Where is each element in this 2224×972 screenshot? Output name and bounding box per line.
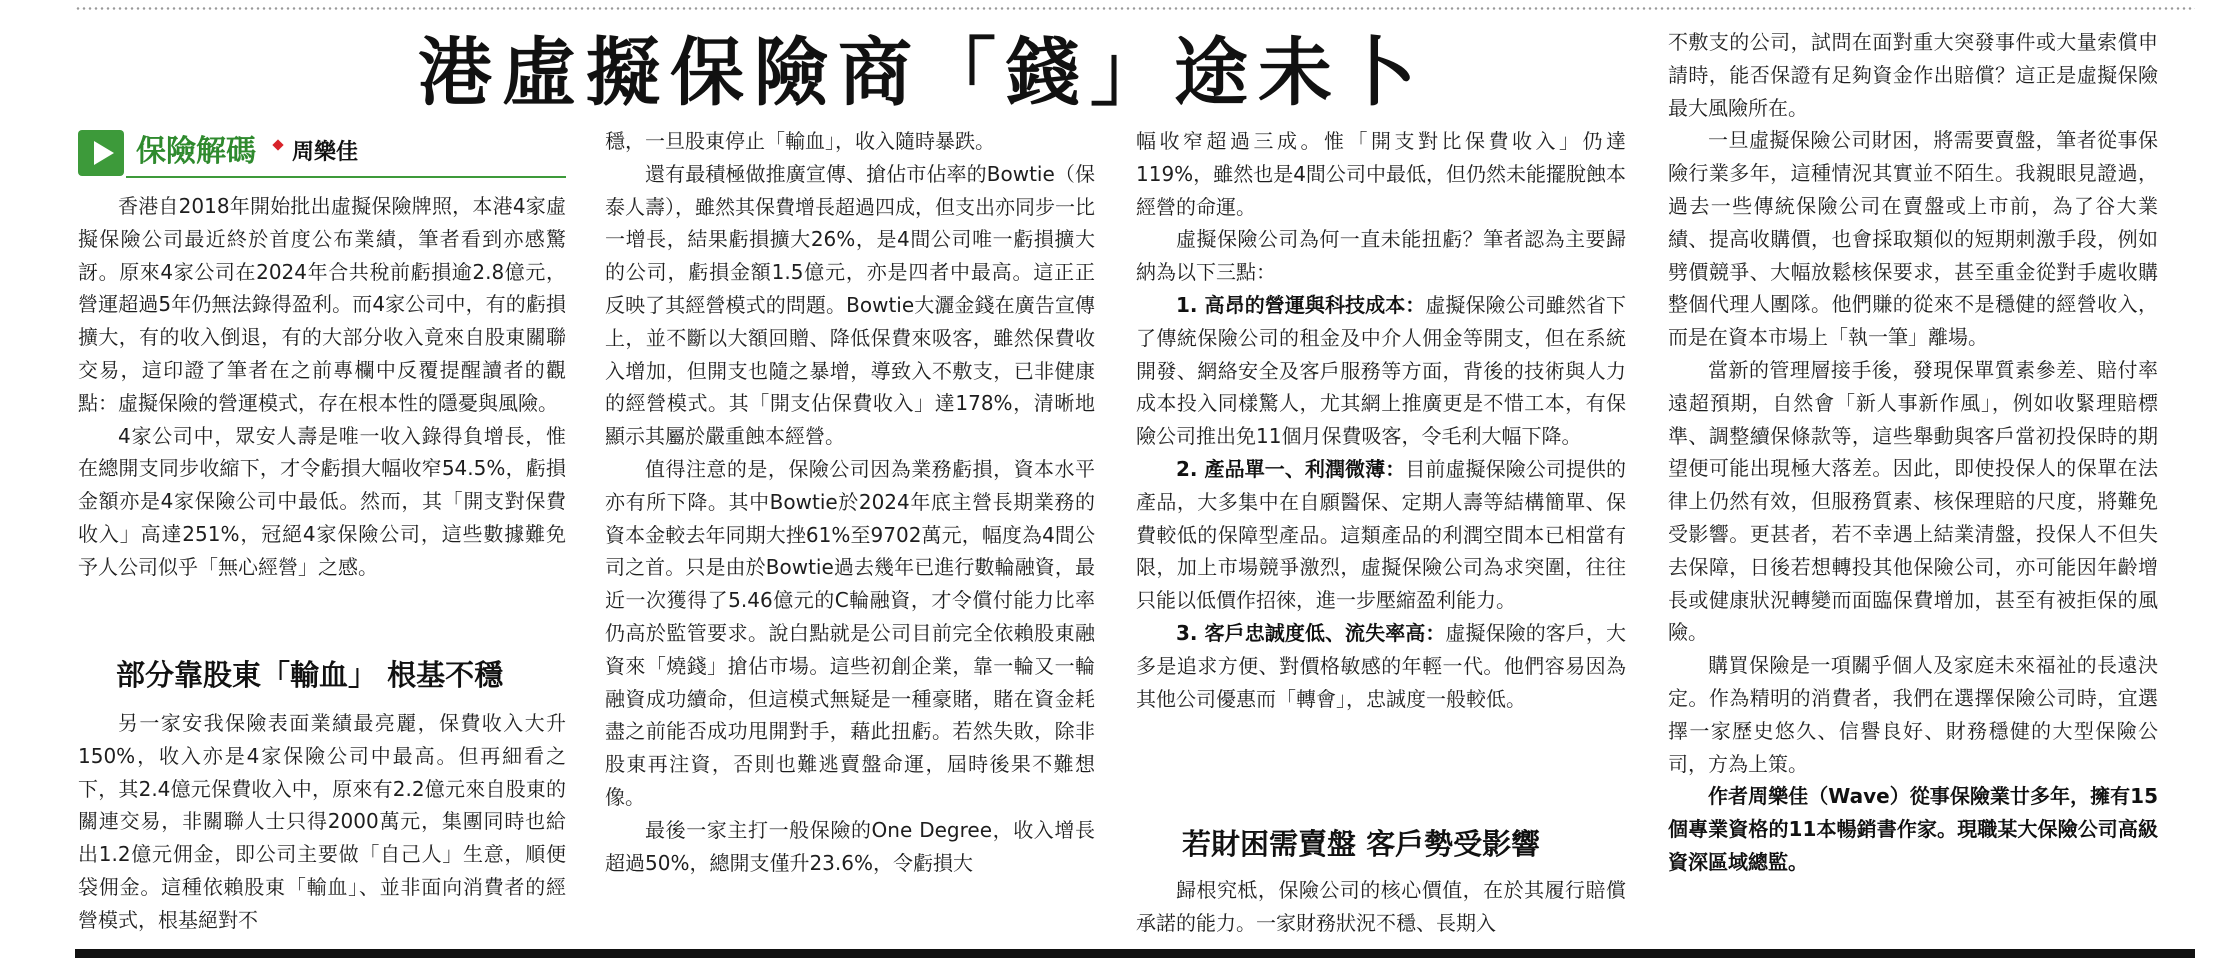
play-icon [78, 130, 124, 176]
list-item [1136, 617, 1626, 715]
paragraph: 另一家安我保險表面業績最亮麗，保費收入大升150%，收入亦是4家保險公司中最高。但再細看之下，其2.4億元保費收入中，原來有2.2億元來自股東的關連交易，非關聯人士只得2000萬元，集團同時也給出1.2億元佣金，即公司主要做「自己人」生意，順便袋佣金。這種依賴股東「輸血」、並非面向消費者的經營模式，根基絕對不 [78, 711, 566, 932]
list-item-body: 目前虛擬保險公司提供的產品，大多集中在自願醫保、定期人壽等結構簡單、保費較低的保障型產品。這類產品的利潤空間本已相當有限，加上市場競爭激烈，虛擬保險公司為求突圍，往往只能以低價作招徠，進一步壓縮盈利能力。 [1136, 456, 1627, 613]
paragraph: 虛擬保險公司為何一直未能扭虧？筆者認為主要歸納為以下三點： [1136, 227, 1626, 285]
list-item-title: 2. 產品單一、利潤微薄： [1176, 456, 1406, 481]
article-column-3 [1136, 125, 1626, 715]
paragraph: 香港自2018年開始批出虛擬保險牌照，本港4家虛擬保險公司最近終於首度公布業績，筆者看到亦感驚訝。原來4家公司在2024年合共稅前虧損逾2.8億元，營運超過5年仍無法錄得盈利。而4家公司中，有的虧損擴大，有的收入倒退，有的大部分收入竟來自股東關聯交易，這印證了筆者在之前專欄中反覆提醒讀者的觀點：虛擬保險的營運模式，存在根本性的隱憂與風險。 [78, 194, 566, 415]
paragraph: 當新的管理層接手後，發現保單質素參差、賠付率遠超預期，自然會「新人事新作風」，例如收緊理賠標準、調整續保條款等，這些舉動與客戶當初投保時的期望便可能出現極大落差。因此，即使投保人的保單在法律上仍然有效，但服務質素、核保理賠的尺度，將難免受影響。更甚者，若不幸遇上結業清盤，投保人不但失去保障，日後若想轉投其他保險公司，亦可能因年齡增長或健康狀況轉變而面臨保費增加，甚至有被拒保的風險。 [1668, 357, 2158, 645]
article-column-4 [1668, 26, 2158, 879]
column-header-underline [126, 176, 566, 178]
paragraph: 一旦虛擬保險公司財困，將需要賣盤，筆者從事保險行業多年，這種情況其實並不陌生。我親眼見證過，過去一些傳統保險公司在賣盤或上市前，為了谷大業績、提高收購價，也會採取類似的短期刺激手段，例如劈價競爭、大幅放鬆核保要求，甚至重金從對手處收購整個代理人團隊。他們賺的從來不是穩健的經營收入，而是在資本市場上「執一筆」離場。 [1668, 128, 2158, 350]
paragraph: 幅收窄超過三成。惟「開支對比保費收入」仍達119%，雖然也是4間公司中最低，但仍然未能擺脫蝕本經營的命運。 [1136, 129, 1626, 219]
article-column-1-lower [78, 707, 566, 937]
column-name: 保險解碼 [136, 134, 256, 169]
subheading-1: 部分靠股東「輸血」 根基不穩 [116, 658, 504, 692]
bottom-rule [75, 949, 2195, 958]
paragraph: 不敷支的公司，試問在面對重大突發事件或大量索償申請時，能否保證有足夠資金作出賠償？這正是虛擬保險最大風險所在。 [1668, 30, 2158, 120]
article-column-2 [605, 125, 1095, 879]
paragraph: 購買保險是一項關乎個人及家庭未來福祉的長遠決定。作為精明的消費者，我們在選擇保險公司時，宜選擇一家歷史悠久、信譽良好、財務穩健的大型保險公司，方為上策。 [1668, 653, 2158, 776]
paragraph: 穩，一旦股東停止「輸血」，收入隨時暴跌。 [605, 129, 995, 153]
column-author: 周樂佳 [292, 140, 359, 165]
paragraph: 還有最積極做推廣宣傳、搶佔市佔率的Bowtie（保泰人壽），雖然其保費增長超過四成，但支出亦同步一比一增長，結果虧損擴大26%，是4間公司唯一虧損擴大的公司，虧損金額1.5億元，亦是四者中最高。這正正反映了其經營模式的問題。Bowtie大灑金錢在廣告宣傳上，並不斷以大額回贈、降低保費來吸客，雖然保費收入增加，但開支也隨之暴增，導致入不敷支，已非健康的經營模式。其「開支佔保費收入」達178%，清晰地顯示其屬於嚴重蝕本經營。 [605, 161, 1095, 449]
separator-diamond-icon [272, 139, 283, 150]
article-headline: 港虛擬保險商「錢」途未卜 [418, 30, 1426, 116]
list-item-body: 虛擬保險公司雖然省下了傳統保險公司的租金及中介人佣金等開支，但在系統開發、網絡安全及客戶服務等方面，背後的技術與人力成本投入同樣驚人，尤其網上推廣更是不惜工本，有保險公司推出免11個月保費吸客，令毛利大幅下降。 [1136, 292, 1626, 449]
list-item-title: 1. 高昂的營運與科技成本： [1176, 292, 1426, 317]
column-header [78, 128, 566, 180]
list-item-title: 3. 客戶忠誠度低、流失率高： [1176, 620, 1446, 645]
list-item [1136, 289, 1626, 453]
top-dotted-rule [75, 6, 2195, 11]
article-column-3-lower [1136, 874, 1626, 940]
article-column-1 [78, 190, 566, 584]
paragraph: 值得注意的是，保險公司因為業務虧損，資本水平亦有所下降。其中Bowtie於2024年底主營長期業務的資本金較去年同期大挫61%至9702萬元，幅度為4間公司之首。只是由於Bowtie過去幾年已進行數輪融資，最近一次獲得了5.46億元的C輪融資，才令償付能力比率仍高於監管要求。說白點就是公司目前完全依賴股東融資來「燒錢」搶佔市場。這些初創企業，靠一輪又一輪融資成功續命，但這模式無疑是一種豪賭，賭在資金耗盡之前能否成功甩開對手，藉此扭虧。若然失敗，除非股東再注資，否則也難逃賣盤命運，屆時後果不難想像。 [605, 456, 1095, 809]
paragraph: 歸根究柢，保險公司的核心價值，在於其履行賠償承諾的能力。一家財務狀況不穩、長期入 [1136, 878, 1626, 935]
list-item-body: 虛擬保險的客戶，大多是追求方便、對價格敏感的年輕一代。他們容易因為其他公司優惠而「轉會」，忠誠度一般較低。 [1136, 620, 1626, 711]
paragraph: 最後一家主打一般保險的One Degree，收入增長超過50%，總開支僅升23.6%，令虧損大 [605, 817, 1095, 875]
subheading-2: 若財困需賣盤 客戶勢受影響 [1182, 827, 1541, 861]
paragraph: 4家公司中，眾安人壽是唯一收入錄得負增長，惟在總開支同步收縮下，才令虧損大幅收窄54.5%，虧損金額亦是4家保險公司中最低。然而，其「開支對保費收入」高達251%，冠絕4家保險公司，這些數據難免予人公司似乎「無心經營」之感。 [78, 423, 566, 579]
list-item [1136, 453, 1626, 617]
author-bio: 作者周樂佳（Wave）從事保險業廿多年，擁有15個專業資格的11本暢銷書作家。現職某大保險公司高級資深區域總監。 [1668, 784, 2158, 874]
